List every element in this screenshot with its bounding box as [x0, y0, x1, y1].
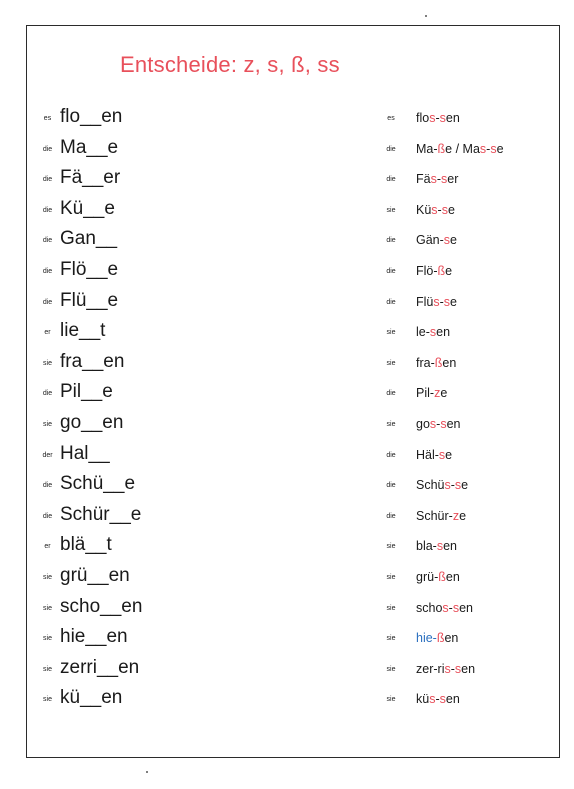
exercise-row [0, 474, 574, 504]
highlighted-letter: s [429, 111, 436, 125]
highlighted-letter: s [438, 447, 446, 462]
article-right: sie [386, 359, 396, 367]
article-right: sie [386, 206, 396, 214]
exercise-row [0, 107, 574, 137]
article-right: sie [386, 574, 396, 581]
highlighted-letter: s [436, 539, 444, 554]
article-left: die [42, 206, 53, 214]
highlighted-letter: s [430, 172, 437, 187]
highlighted-letter: s [441, 202, 448, 217]
article-left: er [44, 543, 51, 551]
article-left: die [42, 390, 53, 398]
article-left: die [42, 298, 53, 306]
article-right: die [386, 390, 396, 398]
article-left: es [43, 115, 52, 122]
article-left: die [42, 482, 53, 490]
exercise-row [0, 352, 574, 382]
exercise-row [0, 505, 574, 535]
exercise-row [0, 658, 574, 688]
highlighted-letter: s [444, 478, 451, 493]
highlighted-letter: s [479, 141, 487, 156]
article-right: sie [386, 665, 396, 673]
article-left: der [42, 451, 53, 459]
solution-word: Ma-ße / Mas-se [416, 141, 504, 156]
highlighted-letter: s [433, 294, 440, 309]
gap-word: go__en [60, 412, 124, 433]
solution-word: zer-ris-sen [416, 661, 476, 676]
highlighted-letter: s [444, 661, 451, 676]
solution-word: grü-ßen [416, 570, 460, 584]
article-right: sie [386, 543, 396, 551]
solution-word: Flö-ße [416, 264, 453, 278]
highlighted-letter: s [439, 111, 446, 125]
highlighted-letter: s [452, 600, 460, 615]
gap-word: Flü__e [60, 289, 119, 311]
gap-word: Schür__e [60, 503, 142, 525]
article-right: die [386, 451, 396, 459]
gap-word: Hal__ [60, 442, 110, 464]
article-left: die [42, 512, 53, 520]
gap-word: Fä__er [60, 167, 121, 189]
highlighted-letter: ß [434, 355, 443, 370]
gap-word: Kü__e [60, 197, 115, 219]
article-left: sie [43, 696, 52, 704]
gap-word: kü__en [60, 687, 123, 709]
gap-word: lie__t [60, 320, 106, 342]
solution-word: fra-ßen [416, 355, 457, 370]
gap-word: Flö__e [60, 259, 119, 280]
article-right: sie [386, 635, 396, 643]
exercise-row [0, 382, 574, 412]
exercise-row [0, 199, 574, 229]
exercise-row [0, 535, 574, 565]
highlighted-letter: s [454, 478, 462, 493]
highlighted-letter: hie- [416, 631, 437, 646]
article-right: sie [386, 329, 396, 337]
solution-word: Pil-ze [416, 386, 448, 401]
solution-word: Küs-se [416, 202, 455, 217]
article-left: die [42, 176, 53, 184]
exercise-row [0, 688, 574, 718]
solution-word: bla-sen [416, 539, 457, 554]
scan-speck [425, 15, 427, 17]
highlighted-letter: s [454, 661, 462, 676]
highlighted-letter: s [442, 600, 449, 615]
highlighted-letter: ß [436, 631, 445, 646]
gap-word: grü__en [60, 565, 130, 586]
exercise-row [0, 444, 574, 474]
solution-word: Flüs-se [416, 294, 457, 309]
highlighted-letter: s [441, 172, 448, 187]
article-right: sie [386, 421, 396, 428]
article-left: sie [43, 574, 52, 581]
exercise-row [0, 260, 574, 290]
gap-word: scho__en [60, 595, 143, 617]
exercise-row [0, 321, 574, 351]
article-left: sie [43, 359, 52, 367]
highlighted-letter: ß [437, 141, 446, 156]
article-right: die [386, 145, 396, 153]
highlighted-letter: ß [438, 570, 446, 584]
article-left: sie [43, 665, 52, 673]
gap-word: fra__en [60, 350, 125, 372]
scan-speck [146, 771, 148, 773]
exercise-row [0, 229, 574, 259]
article-right: die [386, 237, 396, 245]
solution-word: schos-sen [416, 600, 473, 615]
article-right: die [386, 512, 396, 520]
highlighted-letter: s [429, 325, 437, 340]
highlighted-letter: z [452, 508, 460, 523]
highlighted-letter: s [429, 417, 437, 431]
article-right: die [386, 268, 396, 275]
highlighted-letter: s [443, 294, 451, 309]
solution-word: hie-ßen [416, 631, 459, 646]
highlighted-letter: s [440, 417, 447, 431]
gap-word: Pil__e [60, 381, 113, 403]
article-left: er [44, 329, 51, 337]
article-left: die [42, 237, 53, 245]
article-left: sie [43, 635, 52, 643]
solution-word: Häl-se [416, 447, 453, 462]
gap-word: zerri__en [60, 656, 140, 678]
gap-word: blä__t [60, 534, 112, 556]
highlighted-letter: s [439, 692, 446, 707]
exercise-row [0, 566, 574, 596]
exercise-row [0, 597, 574, 627]
solution-word: Schür-ze [416, 508, 467, 523]
solution-word: Gän-se [416, 233, 457, 248]
solution-word: flos-sen [416, 111, 460, 125]
exercise-row [0, 168, 574, 198]
article-left: die [42, 145, 53, 153]
article-left: sie [43, 421, 52, 428]
article-right: die [386, 176, 396, 184]
article-left: sie [43, 604, 52, 612]
exercise-row [0, 413, 574, 443]
solution-word: küs-sen [416, 692, 460, 707]
page-title: Entscheide: z, s, ß, ss [120, 52, 340, 77]
article-left: die [42, 268, 53, 275]
solution-word: Fäs-ser [416, 172, 459, 187]
exercise-row [0, 627, 574, 657]
article-right: sie [386, 696, 396, 704]
exercise-row [0, 291, 574, 321]
solution-word: le-sen [416, 325, 451, 340]
exercise-row [0, 138, 574, 168]
gap-word: flo__en [60, 106, 123, 127]
highlighted-letter: s [443, 233, 451, 248]
article-right: die [386, 298, 396, 306]
highlighted-letter: s [431, 202, 438, 217]
gap-word: Ma__e [60, 136, 119, 158]
highlighted-letter: ß [437, 264, 446, 278]
article-right: die [386, 482, 396, 490]
highlighted-letter: z [434, 386, 441, 401]
solution-word: Schüs-se [416, 478, 469, 493]
gap-word: Gan__ [60, 228, 118, 250]
highlighted-letter: s [429, 692, 436, 707]
article-right: es [387, 115, 395, 122]
solution-word: gos-sen [416, 417, 461, 431]
highlighted-letter: s [490, 141, 497, 156]
gap-word: hie__en [60, 626, 128, 648]
gap-word: Schü__e [60, 473, 136, 495]
article-right: sie [386, 604, 396, 612]
